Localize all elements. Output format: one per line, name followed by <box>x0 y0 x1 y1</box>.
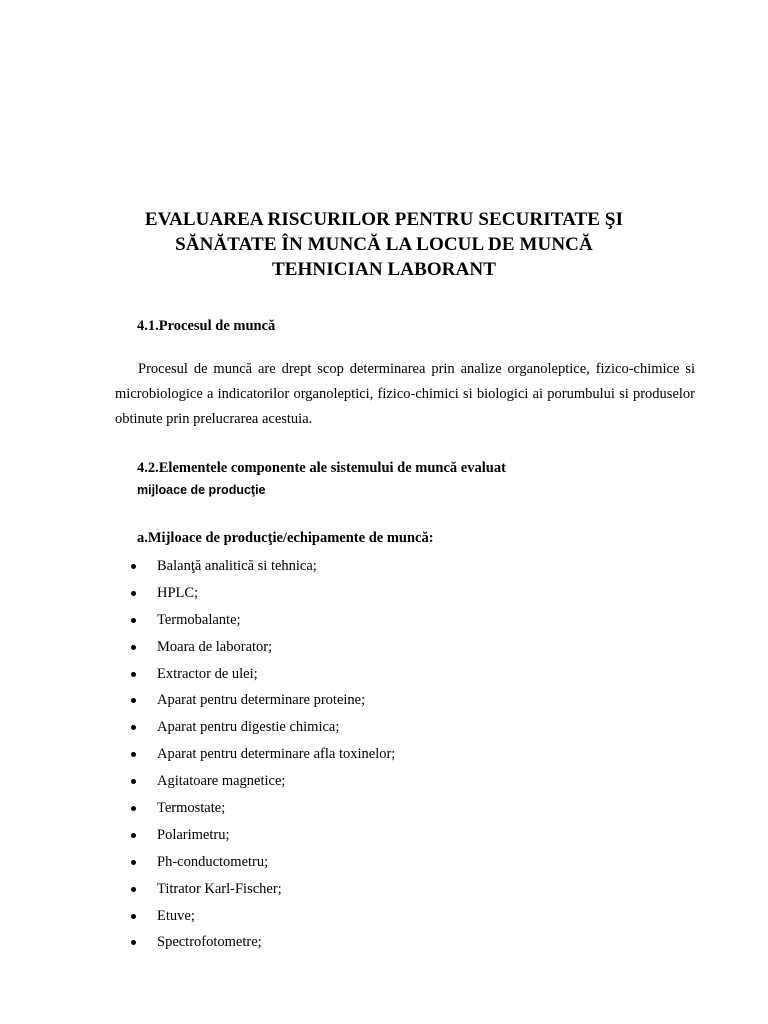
title-line: SĂNĂTATE ÎN MUNCĂ LA LOCUL DE MUNCĂ <box>175 234 593 255</box>
section-heading-4-2: 4.2.Elementele componente ale sistemului de muncă evaluat <box>137 460 506 476</box>
list-item <box>128 580 395 607</box>
bullet-icon <box>131 725 136 730</box>
list-item-text: Titrator Karl-Fischer; <box>157 880 282 897</box>
document-title <box>100 207 668 282</box>
equipment-list <box>128 553 395 956</box>
list-item <box>128 795 395 822</box>
bullet-icon <box>131 887 136 892</box>
list-item-text: HPLC; <box>157 584 199 601</box>
list-item-text: Moara de laborator; <box>157 638 273 655</box>
list-item <box>128 607 395 634</box>
bullet-icon <box>131 645 136 650</box>
bullet-icon <box>131 591 136 596</box>
list-item-text: Aparat pentru determinare afla toxinelor; <box>157 746 396 763</box>
list-item <box>128 903 395 930</box>
bullet-icon <box>131 914 136 919</box>
list-item <box>128 687 395 714</box>
title-line: TEHNICIAN LABORANT <box>271 259 497 280</box>
list-item <box>128 741 395 768</box>
section-paragraph: Procesul de muncă are drept scop determinarea prin analize organoleptice, fizico-chimice si microbiologice a indicatorilor organoleptici, fizico-chimici si biologici ai porumbului si produselor obtinute prin prelucrarea acestuia. <box>115 361 695 427</box>
list-item <box>128 661 395 688</box>
bullet-icon <box>131 779 136 784</box>
list-item <box>128 553 395 580</box>
list-item <box>128 849 395 876</box>
section-subheading: mijloace de producţie <box>137 483 266 497</box>
bullet-icon <box>131 752 136 757</box>
bullet-icon <box>131 618 136 623</box>
bullet-icon <box>131 806 136 811</box>
list-item-text: Spectrofotometre; <box>157 934 262 951</box>
list-item <box>128 929 395 956</box>
bullet-icon <box>131 860 136 865</box>
bullet-icon <box>131 698 136 703</box>
list-item <box>128 714 395 741</box>
title-line: EVALUAREA RISCURILOR PENTRU SECURITATE ŞI <box>144 209 624 230</box>
list-item-text: Balanţă analitică si tehnica; <box>157 558 317 574</box>
list-item-text: Termostate; <box>157 800 226 817</box>
bullet-icon <box>131 564 136 569</box>
bullet-icon <box>131 672 136 677</box>
list-item <box>128 822 395 849</box>
list-item <box>128 876 395 903</box>
list-item <box>128 634 395 661</box>
list-item-text: Termobalante; <box>157 611 241 628</box>
section-heading-4-1: 4.1.Procesul de muncă <box>137 318 276 334</box>
list-heading: a.Mijloace de producţie/echipamente de muncă: <box>137 530 434 546</box>
list-item-text: Extractor de ulei; <box>157 665 258 682</box>
bullet-icon <box>131 940 136 945</box>
list-item-text: Ph-conductometru; <box>157 853 269 870</box>
list-item-text: Aparat pentru digestie chimica; <box>157 719 340 736</box>
list-item-text: Etuve; <box>157 907 195 924</box>
list-item <box>128 768 395 795</box>
list-item-text: Aparat pentru determinare proteine; <box>157 692 366 709</box>
list-item-text: Agitatoare magnetice; <box>157 773 286 790</box>
list-item-text: Polarimetru; <box>157 826 230 843</box>
bullet-icon <box>131 833 136 838</box>
